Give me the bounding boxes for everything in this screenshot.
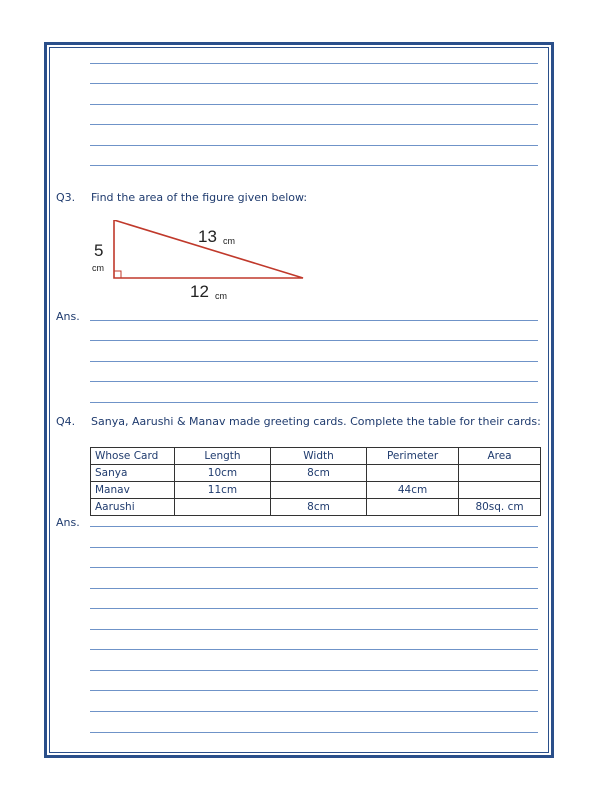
page-border-inner	[49, 47, 549, 753]
cell-width: 8cm	[270, 499, 366, 516]
writing-line	[90, 690, 538, 691]
writing-line	[90, 402, 538, 403]
cell-area: 80sq. cm	[459, 499, 541, 516]
triangle-figure	[86, 220, 316, 305]
q3-answer-label: Ans.	[56, 310, 80, 323]
table-header-row	[91, 448, 541, 465]
writing-line	[90, 629, 538, 630]
writing-line	[90, 381, 538, 382]
header-whose-card: Whose Card	[91, 448, 175, 465]
writing-line	[90, 124, 538, 125]
greeting-cards-table	[90, 447, 541, 516]
writing-line	[90, 649, 538, 650]
hypotenuse-unit: cm	[223, 236, 235, 246]
writing-line	[90, 145, 538, 146]
table-row	[91, 499, 541, 516]
base-unit: cm	[215, 291, 227, 301]
cell-perimeter: 44cm	[367, 482, 459, 499]
cell-length	[174, 499, 270, 516]
cell-length: 11cm	[174, 482, 270, 499]
header-width: Width	[270, 448, 366, 465]
table-row	[91, 465, 541, 482]
hypotenuse-value: 13	[198, 227, 217, 246]
header-length: Length	[174, 448, 270, 465]
writing-line	[90, 165, 538, 166]
writing-line	[90, 320, 538, 321]
cell-name: Aarushi	[91, 499, 175, 516]
writing-line	[90, 608, 538, 609]
cell-perimeter	[367, 465, 459, 482]
writing-line	[90, 670, 538, 671]
header-perimeter: Perimeter	[367, 448, 459, 465]
cell-name: Manav	[91, 482, 175, 499]
writing-line	[90, 588, 538, 589]
cell-name: Sanya	[91, 465, 175, 482]
cell-area	[459, 482, 541, 499]
writing-line	[90, 104, 538, 105]
base-value: 12	[190, 282, 209, 301]
writing-line	[90, 63, 538, 64]
cell-area	[459, 465, 541, 482]
q4-label: Q4.	[56, 415, 76, 428]
cell-length: 10cm	[174, 465, 270, 482]
writing-line	[90, 83, 538, 84]
cell-width: 8cm	[270, 465, 366, 482]
table-row	[91, 482, 541, 499]
q4-text: Sanya, Aarushi & Manav made greeting cards. Complete the table for their cards:	[91, 415, 541, 428]
writing-line	[90, 732, 538, 733]
writing-line	[90, 711, 538, 712]
writing-line	[90, 547, 538, 548]
q4-answer-label: Ans.	[56, 516, 80, 529]
writing-line	[90, 361, 538, 362]
cell-width	[270, 482, 366, 499]
height-value: 5	[94, 241, 104, 260]
q3-label: Q3.	[56, 191, 76, 204]
writing-line	[90, 526, 538, 527]
writing-line	[90, 567, 538, 568]
header-area: Area	[459, 448, 541, 465]
writing-line	[90, 340, 538, 341]
height-unit: cm	[92, 263, 104, 273]
cell-perimeter	[367, 499, 459, 516]
q3-text: Find the area of the figure given below:	[91, 191, 308, 204]
right-angle-marker	[114, 271, 121, 278]
